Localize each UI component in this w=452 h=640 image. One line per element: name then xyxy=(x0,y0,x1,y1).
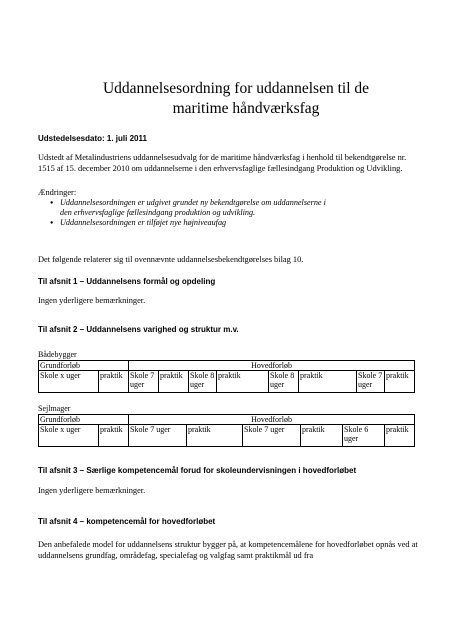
table-cell: Skole 8 uger xyxy=(269,371,299,393)
table-cell: praktik xyxy=(99,371,129,393)
changes-list xyxy=(38,198,338,228)
table-cell: praktik xyxy=(99,425,129,447)
table-cell: praktik xyxy=(301,425,343,447)
table-2-grundforloeb-header: Grundforløb xyxy=(39,415,129,425)
table-2-label: Sejlmager xyxy=(38,404,71,413)
section-3-body: Ingen yderligere bemærkninger. xyxy=(38,486,146,495)
changes-label: Ændringer: xyxy=(38,188,77,197)
table-cell: Skole 7 uger xyxy=(129,371,159,393)
table-1-structure xyxy=(38,360,415,393)
table-cell: praktik xyxy=(299,371,357,393)
table-cell: Skole x uger xyxy=(39,425,99,447)
table-cell: praktik xyxy=(217,371,269,393)
table-2-hovedforloeb-header: Hovedforløb xyxy=(129,415,415,425)
section-3-heading: Til afsnit 3 – Særlige kompetencemål forud for skoleundervisningen i hovedforløbet xyxy=(38,466,357,475)
table-cell: praktik xyxy=(159,371,189,393)
change-item: ● Uddannelsesordningen er udgivet grundet ny bekendtgørelse om uddannelserne i den erhvervsfaglige fællesindgang produktion og udvikling. xyxy=(38,198,338,218)
issue-date: Udstedelsesdato: 1. juli 2011 xyxy=(38,134,147,143)
section-4-body: Den anbefalede model for uddannelsens struktur bygger på, at kompetencemålene for hovedforløbet opnås ved at uddannelsens grundfag, områdefag, specialefag og valgfag samt praktikmål ud fra xyxy=(38,540,418,560)
intro-paragraph: Udstedt af Metalindustriens uddannelsesudvalg for de maritime håndværksfag i henhold til bekendtgørelse nr. 1515 af 15. december 2010 om uddannelserne i den erhvervsfaglige fællesindgang Produktion og Udvikling. xyxy=(38,153,407,173)
table-cell: praktik xyxy=(187,425,243,447)
table-cell: Skole 8 uger xyxy=(189,371,217,393)
document-title-line-2: maritime håndværksfag xyxy=(172,100,320,117)
document-title-line-1: Uddannelsesordning for uddannelsen til de xyxy=(102,80,370,97)
change-item: ● Uddannelsesordningen er tilføjet nye højniveaufag xyxy=(38,218,338,228)
table-cell: Skole 7 uger xyxy=(243,425,301,447)
table-cell: Skole 6 uger xyxy=(343,425,385,447)
table-cell: Skole 7 uger xyxy=(129,425,187,447)
section-2-heading: Til afsnit 2 – Uddannelsens varighed og struktur m.v. xyxy=(38,325,239,334)
table-cell: Skole x uger xyxy=(39,371,99,393)
table-1-grundforloeb-header: Grundforløb xyxy=(39,361,129,371)
section-4-heading: Til afsnit 4 – kompetencemål for hovedforløbet xyxy=(38,517,216,526)
table-cell: praktik xyxy=(385,425,415,447)
table-1-hovedforloeb-header: Hovedforløb xyxy=(129,361,415,371)
table-1-label: Bådebygger xyxy=(38,350,77,359)
table-2-structure xyxy=(38,414,415,447)
table-cell: praktik xyxy=(385,371,415,393)
table-cell: Skole 7 uger xyxy=(357,371,385,393)
relates-paragraph: Det følgende relaterer sig til ovennævnte uddannelsesbekendtgørelses bilag 10. xyxy=(38,255,304,264)
section-1-body: Ingen yderligere bemærkninger. xyxy=(38,296,146,305)
section-1-heading: Til afsnit 1 – Uddannelsens formål og opdeling xyxy=(38,277,216,286)
